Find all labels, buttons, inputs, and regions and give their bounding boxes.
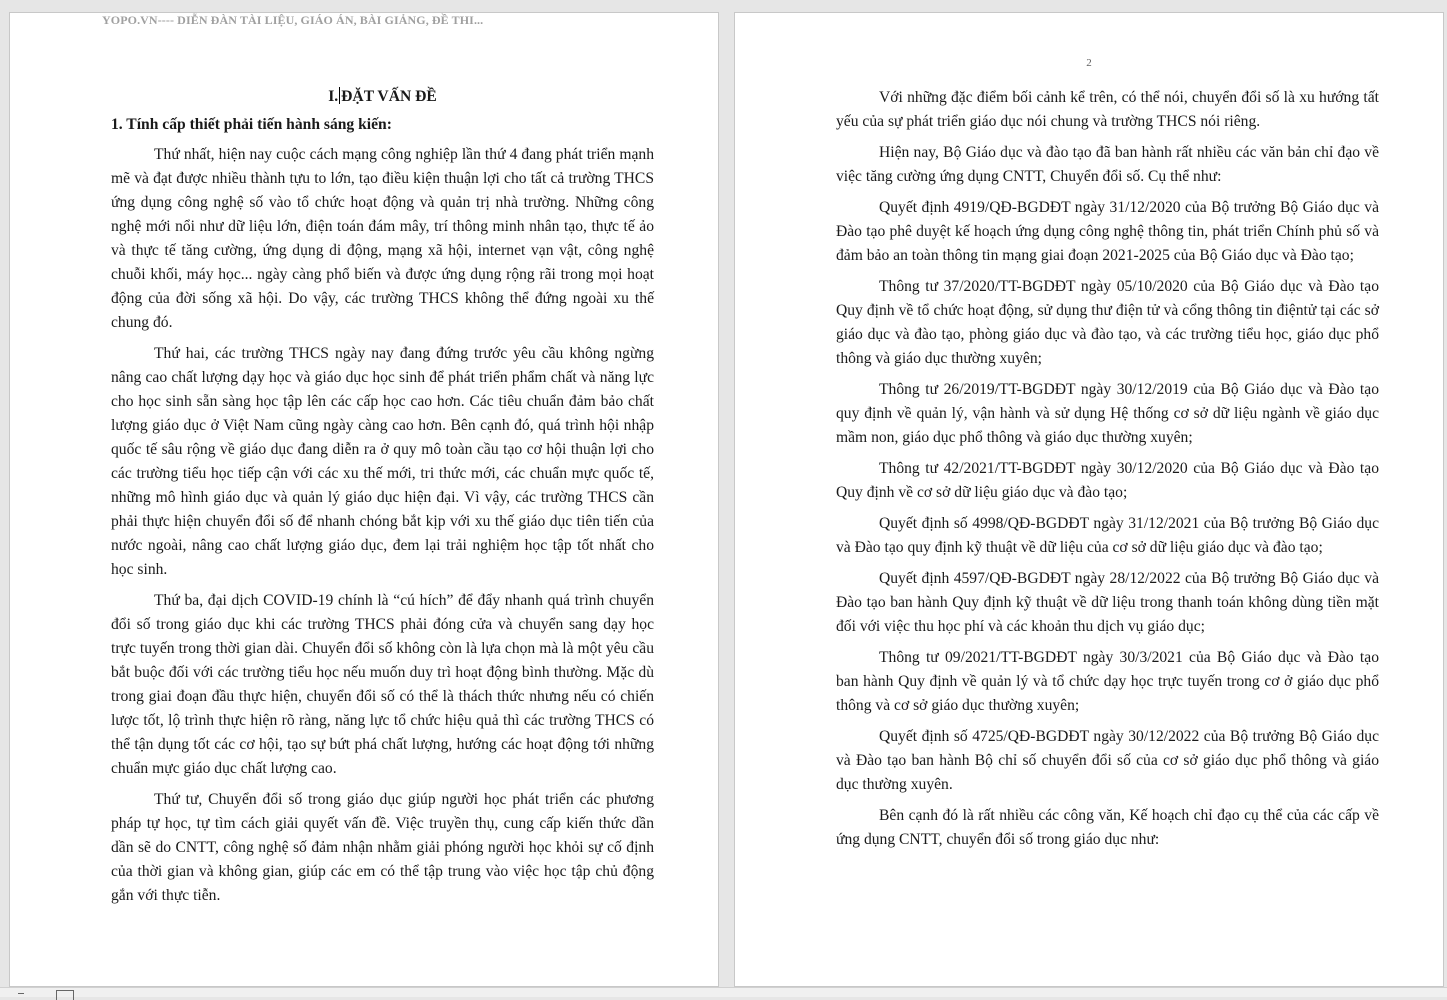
- status-dash-icon: [18, 993, 24, 994]
- document-page-2[interactable]: [734, 12, 1444, 987]
- paragraph: Thứ nhất, hiện nay cuộc cách mạng công nghiệp lần thứ 4 đang phát triển mạnh mẽ và đạt được nhiều thành tựu to lớn, tạo điều kiện thuận lợi cho tất cả trường THCS ứng dụng công nghệ số vào tổ chức hoạt động và quản trị nhà trường. Những công nghệ mới nổi như dữ liệu lớn, điện toán đám mây, trí thông minh nhân tạo, thực tế ảo và thực tế tăng cường, ứng dụng di động, mạng xã hội, internet vạn vật, công nghệ chuỗi khối, máy học... ngày càng phổ biến và được ứng dụng rộng rãi trong mọi hoạt động của đời sống xã hội. Do vậy, các trường THCS không thể đứng ngoài xu thế chung đó.: [111, 146, 654, 331]
- subsection-heading: 1. Tính cấp thiết phải tiến hành sáng kiến:: [111, 116, 392, 133]
- paragraph: Quyết định 4919/QĐ-BGDĐT ngày 31/12/2020 của Bộ trưởng Bộ Giáo dục và Đào tạo phê duyệt kế hoạch ứng dụng công nghệ thông tin, phát triển Chính phủ số và đảm bảo an toàn thông tin mạng giai đoạn 2021-2025 của Bộ Giáo dục và Đào tạo;: [836, 199, 1379, 264]
- paragraph: Quyết định số 4725/QĐ-BGDĐT ngày 30/12/2022 của Bộ trưởng Bộ Giáo dục và Đào tạo ban hành Bộ chỉ số chuyển đổi số của cơ sở giáo dục phổ thông và giáo dục thường xuyên.: [836, 728, 1379, 793]
- paragraph: Thứ ba, đại dịch COVID-19 chính là “cú hích” để đẩy nhanh quá trình chuyển đổi số trong giáo dục khi các trường THCS phải đóng cửa và chuyển sang dạy học trực tuyến trong thời gian dài. Chuyển đổi số không còn là lựa chọn mà là một yêu cầu bắt buộc đối với các trường tiểu học nếu muốn duy trì hoạt động bình thường. Mặc dù trong giai đoạn đầu thực hiện, chuyển đổi số có thể là thách thức nhưng nếu có chiến lược tốt, lộ trình thực hiện rõ ràng, năng lực tổ chức hiệu quả thì các trường THCS có thể tận dụng tốt các cơ hội, tạo sự bứt phá chất lượng, hướng các hoạt động tới những chuẩn mực giáo dục chất lượng cao.: [111, 592, 654, 777]
- page-header: YOPO.VN---- DIỄN ĐÀN TÀI LIỆU, GIÁO ÁN, BÀI GIẢNG, ĐỀ THI...: [102, 13, 484, 27]
- paragraph: Thông tư 37/2020/TT-BGDĐT ngày 05/10/2020 của Bộ Giáo dục và Đào tạo Quy định về tổ chức hoạt động, sử dụng thư điện tử và cổng thông tin điệntử tại các sở giáo dục và đào tạo, phòng giáo dục và đào tạo, và các trường tiểu học, giáo dục phổ thông và giáo dục thường xuyên;: [836, 278, 1379, 367]
- section-heading: [111, 85, 654, 109]
- paragraph: Quyết định số 4998/QĐ-BGDĐT ngày 31/12/2021 của Bộ trưởng Bộ Giáo dục và Đào tạo quy định kỹ thuật về dữ liệu của cơ sở dữ liệu giáo dục và đào tạo;: [836, 515, 1379, 556]
- book-icon[interactable]: [56, 990, 74, 1000]
- paragraph: Với những đặc điểm bối cảnh kể trên, có thể nói, chuyển đổi số là xu hướng tất yếu của sự phát triển giáo dục nói chung và trường THCS nói riêng.: [836, 89, 1379, 130]
- paragraph: Thông tư 26/2019/TT-BGDĐT ngày 30/12/2019 của Bộ Giáo dục và Đào tạo quy định về quản lý, vận hành và sử dụng Hệ thống cơ sở dữ liệu ngành về giáo dục mầm non, giáo dục phổ thông và giáo dục thường xuyên;: [836, 381, 1379, 446]
- document-page-1[interactable]: [9, 12, 719, 987]
- paragraph: Hiện nay, Bộ Giáo dục và đào tạo đã ban hành rất nhiều các văn bản chỉ đạo về việc tăng cường ứng dụng CNTT, Chuyển đổi số. Cụ thể như:: [836, 144, 1379, 185]
- paragraph: Bên cạnh đó là rất nhiều các công văn, Kế hoạch chỉ đạo cụ thể của các cấp về ứng dụng CNTT, chuyển đổi số trong giáo dục như:: [836, 807, 1379, 848]
- paragraph: Quyết định 4597/QĐ-BGDĐT ngày 28/12/2022 của Bộ trưởng Bộ Giáo dục và Đào tạo ban hành Quy định kỹ thuật về dữ liệu trong thanh toán không dùng tiền mặt đối với việc thu học phí và các khoản thu dịch vụ giáo dục;: [836, 570, 1379, 635]
- paragraph: Thứ hai, các trường THCS ngày nay đang đứng trước yêu cầu không ngừng nâng cao chất lượng dạy học và giáo dục học sinh để phát triển phẩm chất và năng lực cho học sinh sẵn sàng học tập lên các cấp học cao hơn. Các tiêu chuẩn đảm bảo chất lượng giáo dục ở Việt Nam cũng ngày càng cao hơn. Bên cạnh đó, quá trình hội nhập quốc tế sâu rộng về giáo dục đang diễn ra ở quy mô toàn cầu tạo cơ hội thuận lợi cho các trường tiểu học tiếp cận với các xu thế mới, tri thức mới, các chuẩn mực quốc tế, những mô hình giáo dục và quản lý giáo dục hiện đại. Vì vậy, các trường THCS cần phải thực hiện chuyển đổi số để nhanh chóng bắt kịp với xu thế giáo dục tiên tiến của nước ngoài, nâng cao chất lượng giáo dục, đem lại trải nghiệm học tập tốt nhất cho học sinh.: [111, 345, 654, 578]
- status-bar: [0, 987, 1447, 997]
- heading-number: I.: [328, 88, 339, 105]
- paragraph: Thông tư 09/2021/TT-BGDĐT ngày 30/3/2021 của Bộ Giáo dục và Đào tạo ban hành Quy định về quản lý và tổ chức dạy học trực tuyến trong cơ ở giáo dục phổ thông và cơ sở giáo dục thường xuyên;: [836, 649, 1379, 714]
- paragraph: Thông tư 42/2021/TT-BGDĐT ngày 30/12/2020 của Bộ Giáo dục và Đào tạo Quy định về cơ sở dữ liệu giáo dục và đào tạo;: [836, 460, 1379, 501]
- heading-title: ĐẶT VẤN ĐỀ: [341, 88, 437, 105]
- page-number: 2: [1086, 57, 1092, 69]
- page-1-body[interactable]: [111, 85, 654, 915]
- paragraph: Thứ tư, Chuyển đổi số trong giáo dục giúp người học phát triển các phương pháp tự học, tự tìm cách giải quyết vấn đề. Việc truyền thụ, cung cấp kiến thức dần dần sẽ do CNTT, công nghệ số đảm nhận nhằm giải phóng người học khỏi sự cố định của thời gian và không gian, giúp các em có thể tập trung vào việc học tập chủ động gắn với thực tiễn.: [111, 791, 654, 904]
- page-2-body[interactable]: [836, 86, 1379, 859]
